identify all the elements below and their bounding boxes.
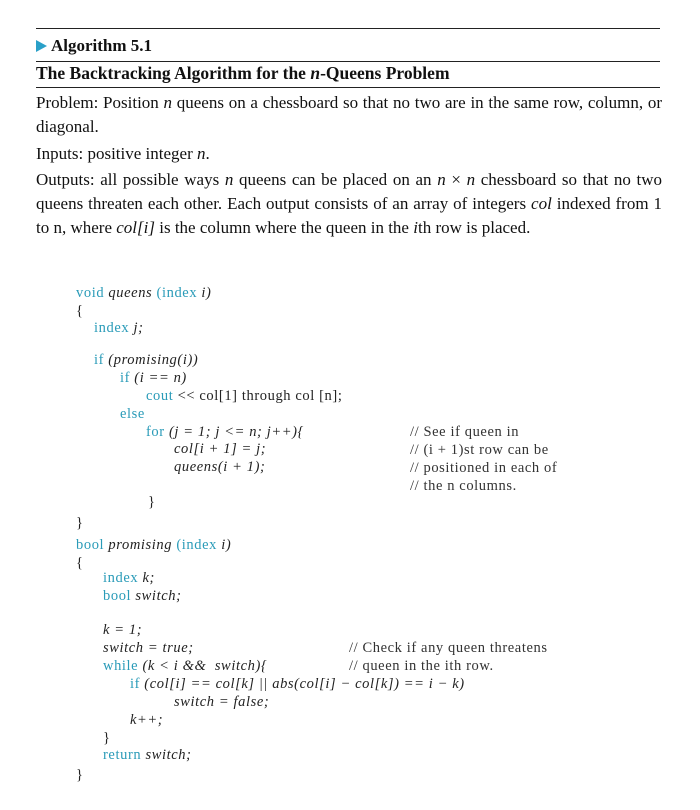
code-line: index k; <box>103 570 155 586</box>
code-line: while (k < i && switch){ <box>103 658 268 674</box>
title-bottom-rule <box>36 87 660 88</box>
code-brace: } <box>103 730 111 746</box>
code-line: col[i + 1] = j; <box>174 441 267 457</box>
code-brace: } <box>76 515 84 531</box>
code-line: index j; <box>94 320 144 336</box>
code-comment: // (i + 1)st row can be <box>410 442 549 458</box>
code-comment: // Check if any queen threatens <box>349 640 548 656</box>
outputs-statement: Outputs: all possible ways n queens can be placed on an n × n chessboard so that no two queens threaten each other. Each output consists of an array of integers col indexed from 1 to n, where col[i] is the column where the queen in the ith row is placed. <box>36 170 663 237</box>
code-line: if (promising(i)) <box>94 352 199 368</box>
inputs-statement: Inputs: positive integer n. <box>36 144 210 163</box>
title-top-rule <box>36 61 660 62</box>
code-comment: // queen in the ith row. <box>349 658 494 674</box>
top-rule <box>36 28 660 29</box>
code-line: k = 1; <box>103 622 143 638</box>
code-line: switch = false; <box>174 694 270 710</box>
code-line: for (j = 1; j <= n; j++){ <box>146 424 304 440</box>
code-line: bool switch; <box>103 588 182 604</box>
code-line: return switch; <box>103 747 192 763</box>
queens-signature: void queens (index i) <box>76 285 212 301</box>
triangle-icon <box>36 40 47 52</box>
code-brace: { <box>76 303 84 319</box>
code-line: k++; <box>130 712 164 728</box>
code-line: if (i == n) <box>120 370 187 386</box>
promising-signature: bool promising (index i) <box>76 537 232 553</box>
algorithm-title: The Backtracking Algorithm for the n-Queens Problem <box>36 63 450 83</box>
code-line: else <box>120 406 145 422</box>
code-line: queens(i + 1); <box>174 459 266 475</box>
code-brace: } <box>148 494 156 510</box>
code-line: if (col[i] == col[k] || abs(col[i] − col[k]) == i − k) <box>130 676 465 692</box>
code-comment: // See if queen in <box>410 424 520 440</box>
code-brace: } <box>76 767 84 783</box>
code-brace: { <box>76 555 84 571</box>
code-comment: // positioned in each of <box>410 460 558 476</box>
code-line: switch = true; <box>103 640 194 656</box>
algorithm-number: Algorithm 5.1 <box>51 36 153 55</box>
code-comment: // the n columns. <box>410 478 517 494</box>
code-line: cout << col[1] through col [n]; <box>146 388 343 404</box>
algorithm-label <box>36 36 152 56</box>
problem-statement: Problem: Position n queens on a chessboard so that no two are in the same row, column, or diagonal. <box>36 93 662 136</box>
